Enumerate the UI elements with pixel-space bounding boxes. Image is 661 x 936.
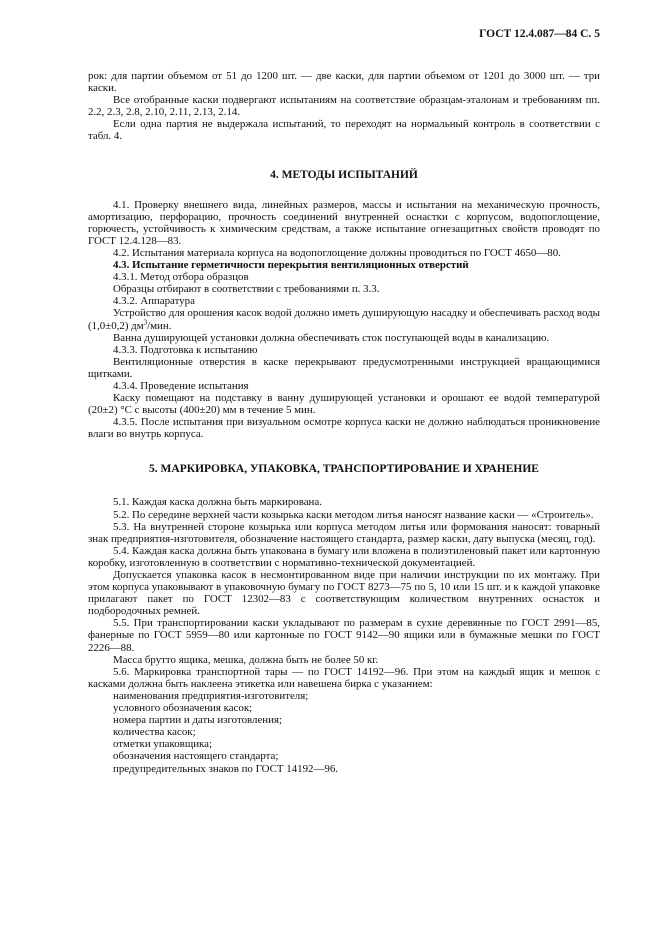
- flow-rate-text: Устройство для орошения касок водой должно иметь душирующую насадку и обеспечивать расход воды (1,0±0,2) дм: [88, 307, 600, 332]
- paragraph-4-3-2: 4.3.2. Аппаратура: [113, 295, 195, 308]
- intro-paragraph: Все отобранные каски подвергают испытаниям на соответствие образцам-эталонам и требованиям пп. 2.2, 2.3, 2.8, 2.10, 2.11, 2.13, 2.14.: [88, 94, 600, 119]
- paragraph-4-3-5: 4.3.5. После испытания при визуальном осмотре корпуса каски не должно наблюдаться проникновение влаги во внутрь корпуса.: [88, 416, 600, 441]
- section-4-body: [88, 199, 600, 441]
- intro-paragraph: рок: для партии объемом от 51 до 1200 шт. — две каски, для партии объемом от 1201 до 3000 шт. — три каски.: [88, 70, 600, 95]
- paragraph-4-2: 4.2. Испытания материала корпуса на водопоглощение должны проводиться по ГОСТ 4650—80.: [113, 246, 561, 259]
- flow-rate-exponent: 3: [143, 317, 148, 326]
- paragraph-4-3-1: 4.3.1. Метод отбора образцов: [113, 271, 249, 284]
- paragraph-4-3-2-text: [88, 307, 600, 331]
- paragraph-5-6: 5.6. Маркировка транспортной тары — по ГОСТ 14192—96. При этом на каждый ящик и мешок с касками должна быть наклеена этикетка или навешена бирка с указанием:: [88, 665, 600, 690]
- paragraph-5-5b: Масса брутто ящика, мешка, должна быть не более 50 кг.: [113, 653, 379, 666]
- paragraph-4-3: 4.3. Испытание герметичности перекрытия вентиляционных отверстий: [113, 259, 469, 272]
- section-5-heading: 5. МАРКИРОВКА, УПАКОВКА, ТРАНСПОРТИРОВАНИЕ И ХРАНЕНИЕ: [149, 463, 539, 476]
- paragraph-4-3-3: 4.3.3. Подготовка к испытанию: [113, 343, 258, 356]
- paragraph-4-3-4-text: Каску помещают на подставку в ванну душирующей установки и орошают ее водой температурой (20±2) °С с высоты (400±20) мм в течение 5 мин.: [88, 392, 600, 417]
- marking-list: [88, 690, 600, 775]
- list-item: условного обозначения касок;: [113, 702, 253, 715]
- list-item: предупредительных знаков по ГОСТ 14192—96.: [113, 762, 338, 775]
- paragraph-5-1: 5.1. Каждая каска должна быть маркирована.: [113, 496, 322, 509]
- paragraph-4-3-1-text: Образцы отбирают в соответствии с требованиями п. 3.3.: [113, 283, 380, 296]
- page-header: ГОСТ 12.4.087—84 С. 5: [479, 28, 600, 40]
- document-page: [88, 28, 600, 775]
- section-4-heading: 4. МЕТОДЫ ИСПЫТАНИЙ: [270, 168, 418, 181]
- intro-block: [88, 70, 600, 143]
- paragraph-4-3-4: 4.3.4. Проведение испытания: [113, 379, 249, 392]
- paragraph-4-3-3-text: Вентиляционные отверстия в каске перекрывают предусмотренными инструкцией вращающимися щитками.: [88, 355, 600, 380]
- paragraph-4-1: 4.1. Проверку внешнего вида, линейных размеров, массы и испытания на механическую прочность, амортизацию, перфорацию, прочность соединений внутренней оснастки с корпусом, водопоглощение, горючесть, устойчивость к химическим средствам, а также испытание огнезащитных свойств проводят по ГОСТ 12.4.128—83.: [88, 198, 600, 247]
- paragraph-5-4b: Допускается упаковка касок в несмонтированном виде при наличии инструкции по их монтажу. При этом корпуса упаковывают в упаковочную бумагу по ГОСТ 8273—75 по 5, 10 или 15 шт. и к каждой упаковке прилагают пакет по ГОСТ 12302—83 с соответствующим количеством внутренних оснасток и подбородочных ремней.: [88, 569, 600, 618]
- paragraph-5-3: 5.3. На внутренней стороне козырька или корпуса методом литья или формования наносят: товарный знак предприятия-изготовителя, обозначение настоящего стандарта, размер каски, дату выпуска (месяц, год).: [88, 520, 600, 545]
- intro-paragraph: Если одна партия не выдержала испытаний, то переходят на нормальный контроль в соответствии с табл. 4.: [88, 118, 600, 143]
- list-item: наименования предприятия-изготовителя;: [113, 689, 309, 702]
- list-item: номера партии и даты изготовления;: [113, 714, 282, 727]
- paragraph-5-4: 5.4. Каждая каска должна быть упакована в бумагу или вложена в полиэтиленовый пакет или картонную коробку, изготовленную в соответствии с нормативно-технической документацией.: [88, 544, 600, 569]
- paragraph-5-2: 5.2. По середине верхней части козырька каски методом литья наносят название каски — «Строитель».: [113, 508, 594, 521]
- paragraph-5-5: 5.5. При транспортировании каски укладывают по размерам в сухие деревянные по ГОСТ 2991—85, фанерные по ГОСТ 5959—80 или картонные по ГОСТ 9142—90 ящики или в бумажные мешки по ГОСТ 2226—88.: [88, 617, 600, 654]
- list-item: обозначения настоящего стандарта;: [113, 750, 279, 763]
- paragraph-4-3-2-text2: Ванна душирующей установки должна обеспечивать сток поступающей воды в канализацию.: [113, 331, 550, 344]
- section-5-body: [88, 496, 600, 774]
- list-item: отметки упаковщика;: [113, 738, 213, 751]
- list-item: количества касок;: [113, 726, 196, 739]
- flow-rate-unit: /мин.: [147, 319, 172, 332]
